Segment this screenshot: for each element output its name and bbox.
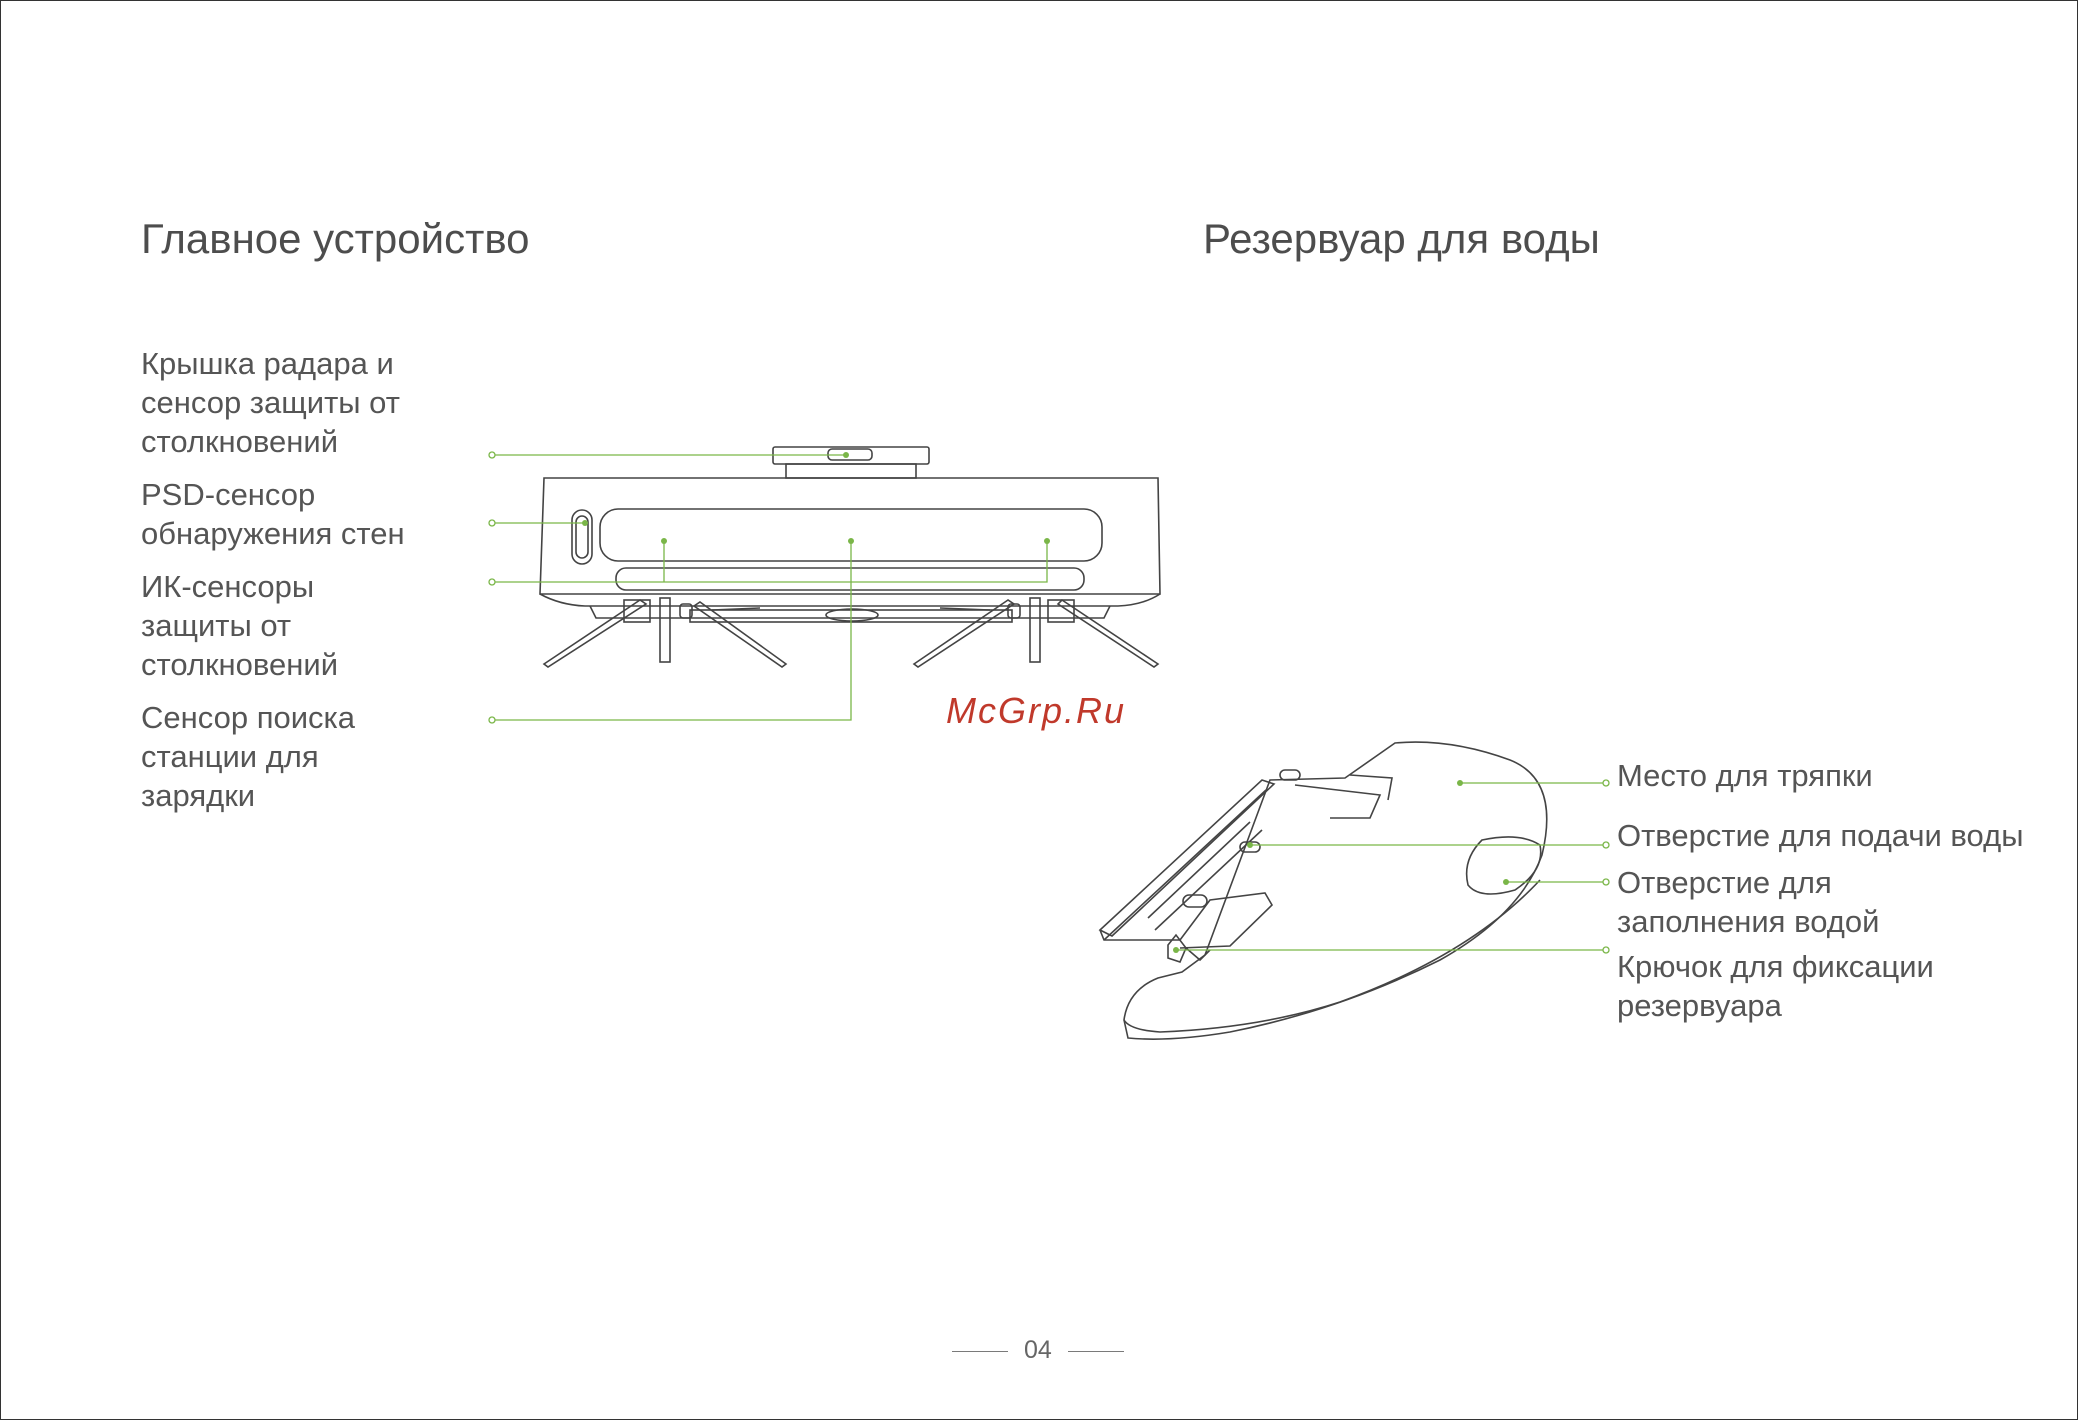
water-tank-title: Резервуар для воды [1203,215,1600,262]
main-device-title: Главное устройство [141,215,530,262]
label-fill-hole: Отверстие для заполнения водой [1617,865,1880,939]
water-tank-illustration [1100,742,1547,1039]
tank-callout-lines [1176,783,1606,950]
label-water-outlet: Отверстие для подачи воды [1617,818,2024,853]
tank-callout-end-dots [1603,780,1609,953]
label-tank-hook: Крючок для фиксации резервуара [1617,949,1934,1023]
robot-callout-end-dots [489,452,495,723]
robot-callout-lines [492,455,1047,720]
robot-callout-dots [582,452,1050,544]
watermark: McGrp.Ru [946,690,1127,731]
label-ir-sensors: ИК-сенсоры защиты от столкновений [141,569,339,682]
label-radar-cover: Крышка радара и сенсор защиты от столкновений [141,346,400,459]
label-dock-sensor: Сенсор поиска станции для зарядки [141,700,356,813]
robot-vacuum-illustration [540,447,1160,667]
label-mop-area: Место для тряпки [1617,758,1873,793]
page-number: 04 [1024,1336,1052,1364]
label-psd-sensor: PSD-сенсор обнаружения стен [141,477,405,551]
